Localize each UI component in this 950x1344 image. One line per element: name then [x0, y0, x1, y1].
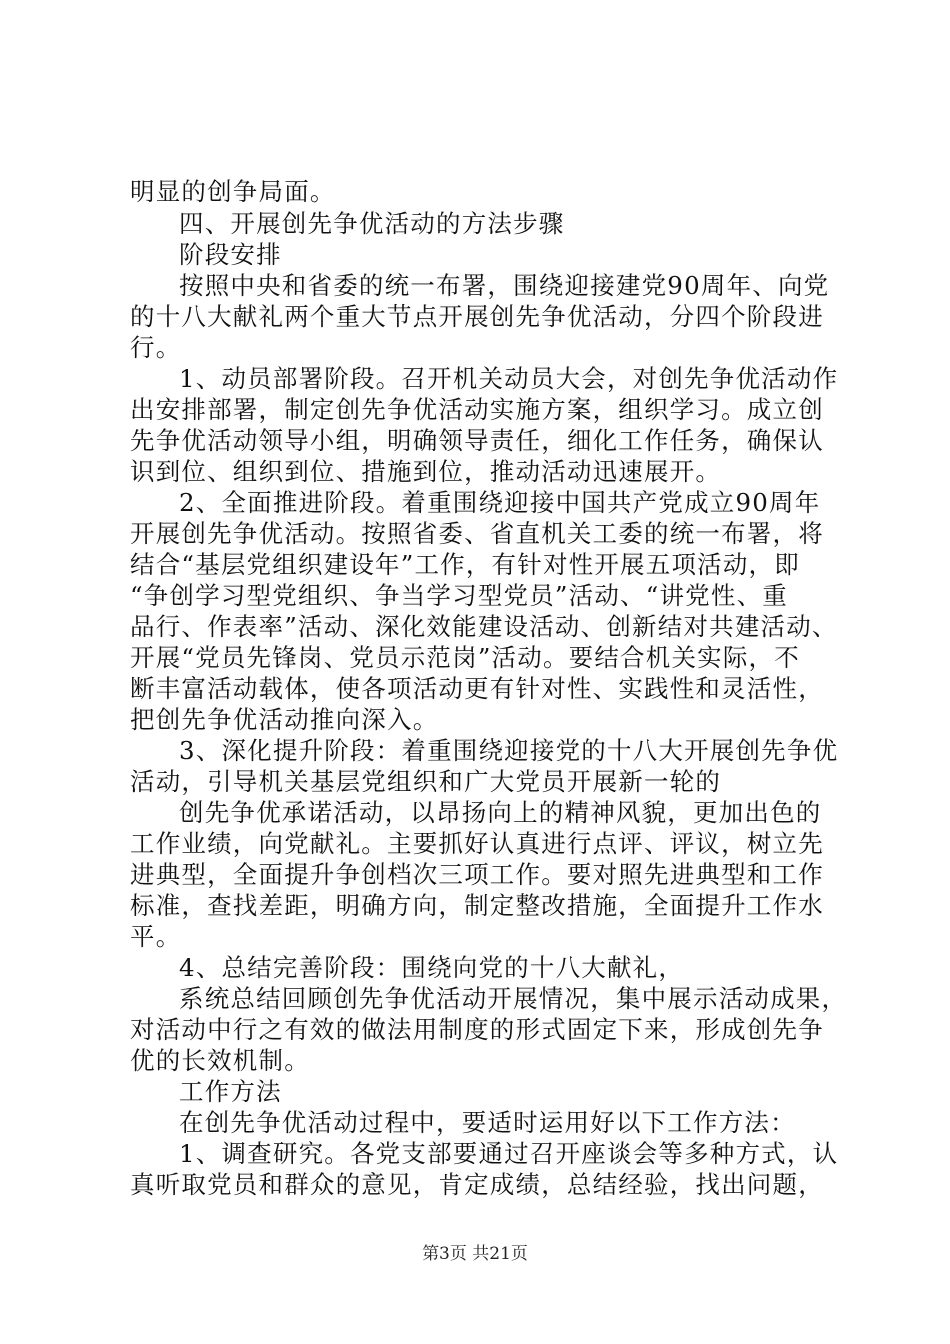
text-line: 进典型，全面提升争创档次三项工作。要对照先进典型和工作 — [130, 860, 824, 889]
text-line: 标准，查找差距，明确方向，制定整改措施，全面提升工作水 — [130, 891, 824, 920]
text-line: 出安排部署，制定创先争优活动实施方案，组织学习。成立创 — [130, 395, 824, 424]
text-line: 对活动中行之有效的做法用制度的形式固定下来，形成创先争 — [130, 1015, 824, 1044]
text-line: 按照中央和省委的统一布署，围绕迎接建党90周年、向党 — [179, 271, 830, 300]
text-line: 活动，引导机关基层党组织和广大党员开展新一轮的 — [130, 767, 722, 796]
text-line: 断丰富活动载体，使各项活动更有针对性、实践性和灵活性， — [130, 674, 824, 703]
text-line: 品行、作表率”活动、深化效能建设活动、创新结对共建活动、 — [130, 612, 838, 641]
text-line: 明显的创争局面。 — [130, 177, 336, 206]
subsection-heading: 工作方法 — [179, 1077, 282, 1106]
subsection-heading: 阶段安排 — [179, 240, 282, 269]
text-line: 工作业绩，向党献礼。主要抓好认真进行点评、评议，树立先 — [130, 829, 824, 858]
text-line: 4、总结完善阶段：围绕向党的十八大献礼， — [179, 953, 685, 982]
text-line: 先争优活动领导小组，明确领导责任，细化工作任务，确保认 — [130, 426, 824, 455]
text-line: “争创学习型党组织、争当学习型党员”活动、“讲党性、重 — [130, 581, 788, 610]
section-heading: 四、开展创先争优活动的方法步骤 — [179, 209, 565, 238]
text-line: 行。 — [130, 333, 182, 362]
text-line: 1、动员部署阶段。召开机关动员大会，对创先争优活动作 — [179, 364, 839, 393]
text-line: 在创先争优活动过程中，要适时运用好以下工作方法： — [179, 1108, 796, 1137]
text-line: 真听取党员和群众的意见，肯定成绩，总结经验，找出问题， — [130, 1170, 824, 1199]
text-line: 平。 — [130, 922, 182, 951]
text-line: 2、全面推进阶段。着重围绕迎接中国共产党成立90周年 — [179, 488, 821, 517]
text-line: 开展“党员先锋岗、党员示范岗”活动。要结合机关实际，不 — [130, 643, 800, 672]
text-line: 的十八大献礼两个重大节点开展创先争优活动，分四个阶段进 — [130, 302, 824, 331]
text-line: 优的长效机制。 — [130, 1046, 310, 1075]
text-line: 识到位、组织到位、措施到位，推动活动迅速展开。 — [130, 457, 722, 486]
text-line: 创先争优承诺活动，以昂扬向上的精神风貌，更加出色的 — [179, 798, 822, 827]
text-line: 把创先争优活动推向深入。 — [130, 705, 439, 734]
text-line: 开展创先争优活动。按照省委、省直机关工委的统一布署，将 — [130, 519, 824, 548]
text-line: 3、深化提升阶段：着重围绕迎接党的十八大开展创先争优 — [179, 736, 839, 765]
page-number-footer: 第3页 共21页 — [422, 1244, 528, 1264]
text-line: 1、调查研究。各党支部要通过召开座谈会等多种方式，认 — [179, 1139, 839, 1168]
text-line: 系统总结回顾创先争优活动开展情况，集中展示活动成果， — [179, 984, 848, 1013]
text-line: 结合“基层党组织建设年”工作，有针对性开展五项活动，即 — [130, 550, 800, 579]
